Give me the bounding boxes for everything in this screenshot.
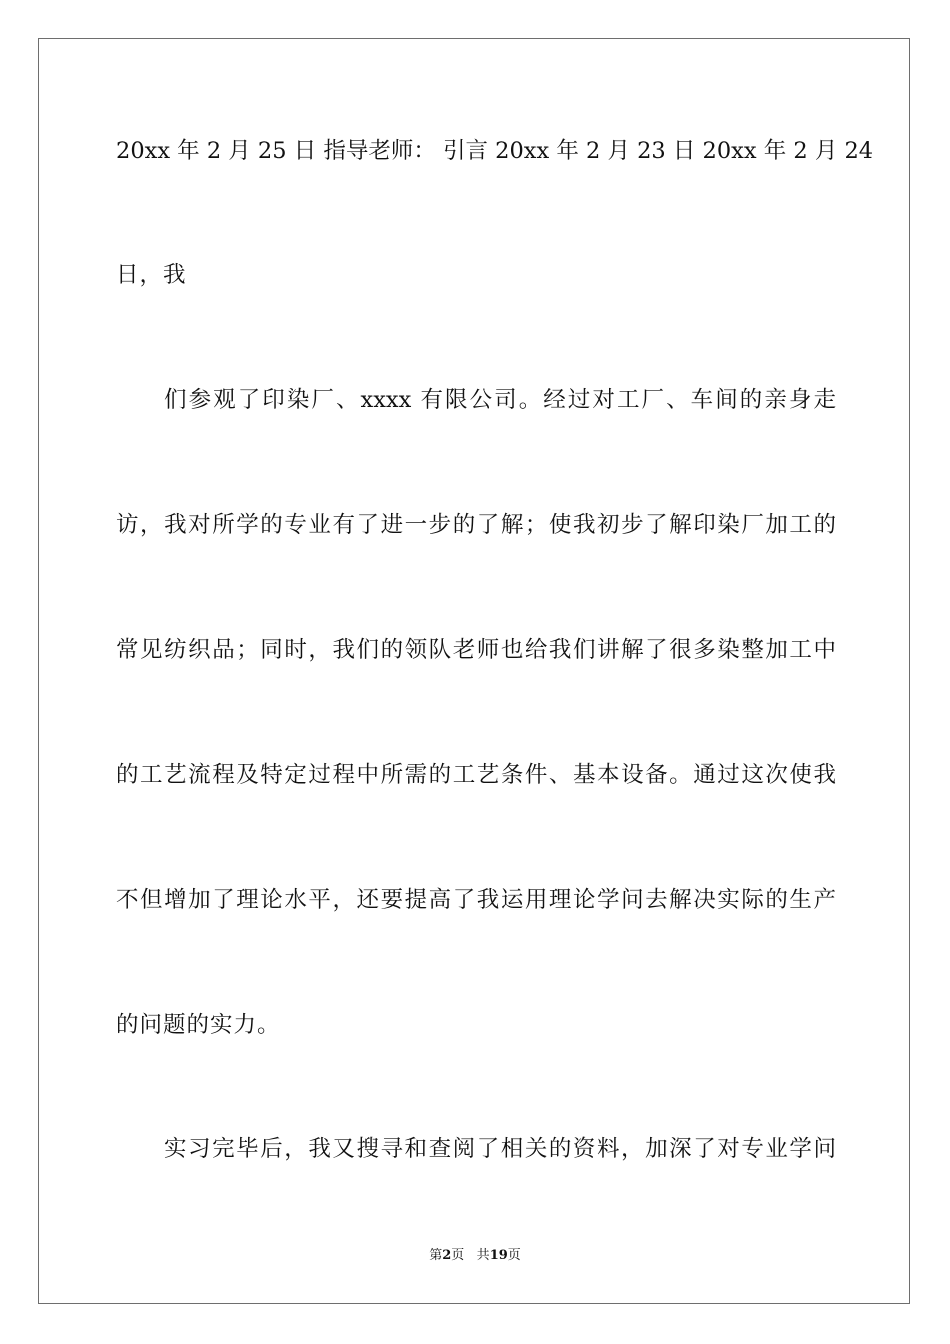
page-total: 19 bbox=[489, 1248, 508, 1263]
text-line-2: 日，我 bbox=[116, 262, 187, 288]
text-line-1: 20xx 年 2 月 25 日 指导老师： 引言 20xx 年 2 月 23 日 20xx 年 2 月 24 bbox=[116, 138, 874, 164]
total-label-suffix: 页 bbox=[507, 1248, 521, 1263]
page-footer bbox=[0, 1246, 950, 1266]
page-border bbox=[38, 38, 910, 1304]
total-label-prefix: 共 bbox=[476, 1248, 490, 1263]
text-line-3: 们参观了印染厂、xxxx 有限公司。经过对工厂、车间的亲身走 bbox=[164, 387, 836, 413]
text-line-6: 的工艺流程及特定过程中所需的工艺条件、基本设备。通过这次使我 bbox=[116, 762, 836, 788]
page-label-prefix: 第 bbox=[429, 1248, 443, 1263]
page-number: 2 bbox=[442, 1248, 452, 1263]
text-line-8: 的问题的实力。 bbox=[116, 1012, 281, 1038]
text-line-9: 实习完毕后，我又搜寻和查阅了相关的资料，加深了对专业学问 bbox=[164, 1136, 836, 1162]
page-label-suffix: 页 bbox=[451, 1248, 465, 1263]
text-line-4: 访，我对所学的专业有了进一步的了解；使我初步了解印染厂加工的 bbox=[116, 512, 836, 538]
text-line-7: 不但增加了理论水平，还要提高了我运用理论学问去解决实际的生产 bbox=[116, 887, 836, 913]
text-line-5: 常见纺织品；同时，我们的领队老师也给我们讲解了很多染整加工中 bbox=[116, 637, 836, 663]
